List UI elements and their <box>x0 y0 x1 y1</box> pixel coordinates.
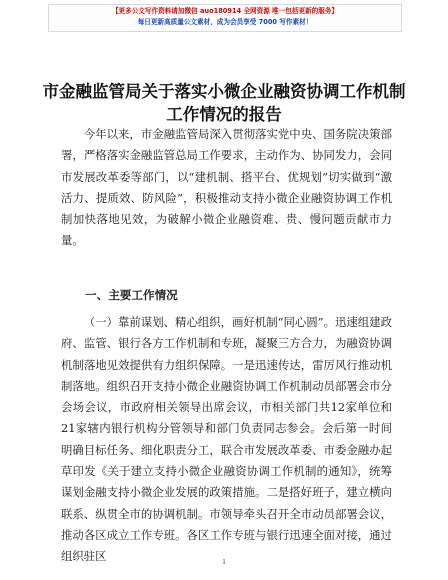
promo-banner-line2: 每日更新高质量公文素材，成为会员享受 7000 写作素材！ <box>137 18 313 26</box>
promo-banner-line1: 【更多公文写作资料请加微信 auo180914 全网资源 唯一包括更新的服务】 <box>111 7 339 15</box>
page-number: 1 <box>222 558 226 566</box>
promo-banner <box>48 4 402 32</box>
body-paragraph: （一）靠前谋划、精心组织，画好机制“同心圆”。迅速组建政府、监管、银行各方工作机制和专班，凝聚三方合力，为融资协调机制落地见效提供有力组织保障。一是迅速传达，雷厉风行推动机制落地。组织召开支持小微企业融资协调工作机制动员部署会市分会场会议，市政府相关领导出席会议，市相关部门共12家单位和21家辖内银行机构分管领导和部门负责同志参会。会后第一时间明确目标任务、细化职责分工，联合市发展改革委、市委金融办起草印发《关于建立支持小微企业融资协调工作机制的通知》，统筹谋划金融支持小微企业发展的政策措施。二是搭好班子，建立横向联系、纵贯全市的协调机制。市领导牵头召开全市动员部署会议，推动各区成立工作专班。各区工作专班与银行迅速全面对接，通过组织驻区 <box>61 315 392 564</box>
intro-paragraph: 今年以来，市金融监管局深入贯彻落实党中央、国务院决策部署，严格落实金融监管总局工作要求，主动作为、协同发力，会同市发展改革委等部门，以“建机制、搭平台、优规划”切实做到“激活力、提质效、防风险”，积极推动支持小微企业融资协调工作机制加快落地见效，为破解小微企业融资难、贵、慢问题贡献市力量。 <box>61 127 392 248</box>
section-heading: 一、主要工作情况 <box>85 288 178 302</box>
document-title: 市金融监管局关于落实小微企业融资协调工作机制工作情况的报告 <box>42 82 406 124</box>
